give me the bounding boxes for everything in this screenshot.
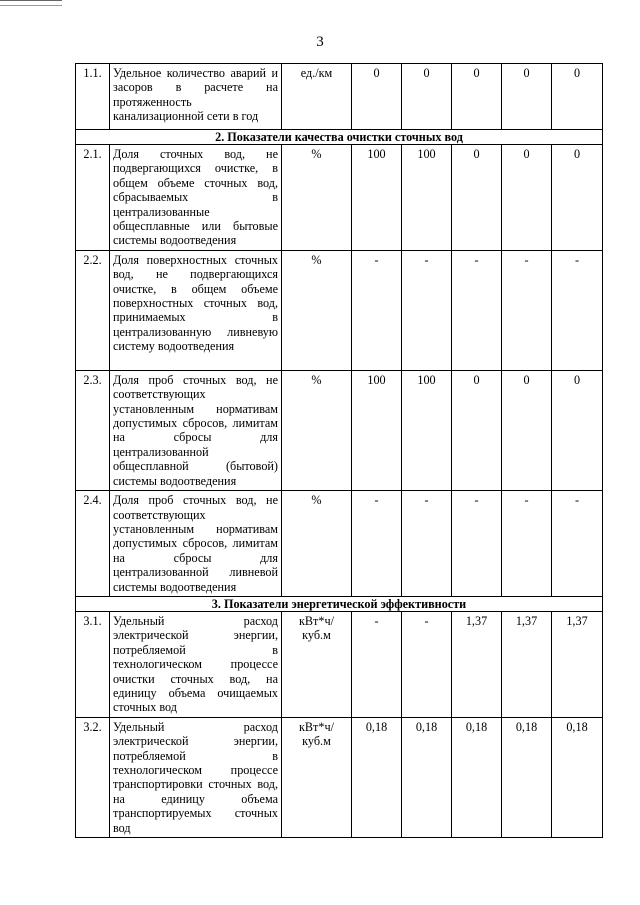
value-cell: - [552,491,603,597]
value-cell: 0 [502,370,552,490]
table-row [76,611,603,717]
indicator-name: Доля сточных вод, не подвергающихся очистке, в общем объеме сточных вод, сбрасываемых в централизованные общесплавные или бытовые системы водоотведения [110,145,282,251]
value-cell: 0 [402,64,452,130]
value-cell: 0,18 [402,717,452,837]
table-row [76,370,603,490]
value-cell: - [352,491,402,597]
row-number: 2.1. [76,145,110,251]
value-cell: 0 [452,370,502,490]
value-cell: 100 [352,145,402,251]
value-cell: - [402,611,452,717]
table-row [76,491,603,597]
section-header-row [76,596,603,611]
row-number: 3.1. [76,611,110,717]
value-cell: 1,37 [552,611,603,717]
indicator-name: Удельный расход электрической энергии, потребляемой в технологическом процессе очистки сточных вод, на единицу объема очищаемых сточных вод [110,611,282,717]
value-cell: 0,18 [352,717,402,837]
unit-cell: % [282,491,352,597]
row-number: 1.1. [76,64,110,130]
indicator-name: Доля проб сточных вод, не соответствующих установленным нормативам допустимых сбросов, лимитам на сбросы для централизованной ливневой системы водоотведения [110,491,282,597]
row-number: 2.3. [76,370,110,490]
value-cell: 1,37 [502,611,552,717]
indicator-name: Доля поверхностных сточных вод, не подвергающихся очистке, в общем объеме поверхностных сточных вод, принимаемых в централизованную ливневую систему водоотведения [110,250,282,370]
value-cell: - [502,491,552,597]
value-cell: 0,18 [502,717,552,837]
value-cell: 1,37 [452,611,502,717]
indicator-name: Доля проб сточных вод, не соответствующих установленным нормативам допустимых сбросов, лимитам на сбросы для централизованной общесплавной (бытовой) системы водоотведения [110,370,282,490]
unit-cell: % [282,145,352,251]
value-cell: 0 [552,370,603,490]
indicators-table [75,63,603,838]
value-cell: - [452,250,502,370]
unit-cell: % [282,370,352,490]
value-cell: - [502,250,552,370]
indicator-name: Удельный расход электрической энергии, потребляемой в технологическом процессе транспортировки сточных вод, на единицу объема транспортируемых сточных вод [110,717,282,837]
scan-corner-mark [0,0,62,6]
table-row [76,717,603,837]
value-cell: 0 [452,145,502,251]
unit-cell: кВт*ч/ куб.м [282,611,352,717]
unit-cell: ед./км [282,64,352,130]
value-cell: 100 [402,145,452,251]
value-cell: 0 [452,64,502,130]
value-cell: 0,18 [452,717,502,837]
table-row [76,250,603,370]
value-cell: 100 [402,370,452,490]
indicator-name: Удельное количество аварий и засоров в расчете на протяженность канализационной сети в год [110,64,282,130]
section-title: 2. Показатели качества очистки сточных вод [76,130,603,145]
row-number: 2.2. [76,250,110,370]
value-cell: - [552,250,603,370]
section-header-row [76,130,603,145]
row-number: 3.2. [76,717,110,837]
section-title: 3. Показатели энергетической эффективности [76,596,603,611]
value-cell: - [452,491,502,597]
table-row [76,145,603,251]
value-cell: - [402,491,452,597]
row-number: 2.4. [76,491,110,597]
value-cell: - [352,250,402,370]
value-cell: 100 [352,370,402,490]
value-cell: 0 [502,145,552,251]
value-cell: 0 [502,64,552,130]
unit-cell: кВт*ч/ куб.м [282,717,352,837]
table-row [76,64,603,130]
value-cell: - [352,611,402,717]
value-cell: 0 [352,64,402,130]
value-cell: 0,18 [552,717,603,837]
page-number: 3 [316,34,324,50]
value-cell: 0 [552,64,603,130]
unit-cell: % [282,250,352,370]
value-cell: 0 [552,145,603,251]
value-cell: - [402,250,452,370]
